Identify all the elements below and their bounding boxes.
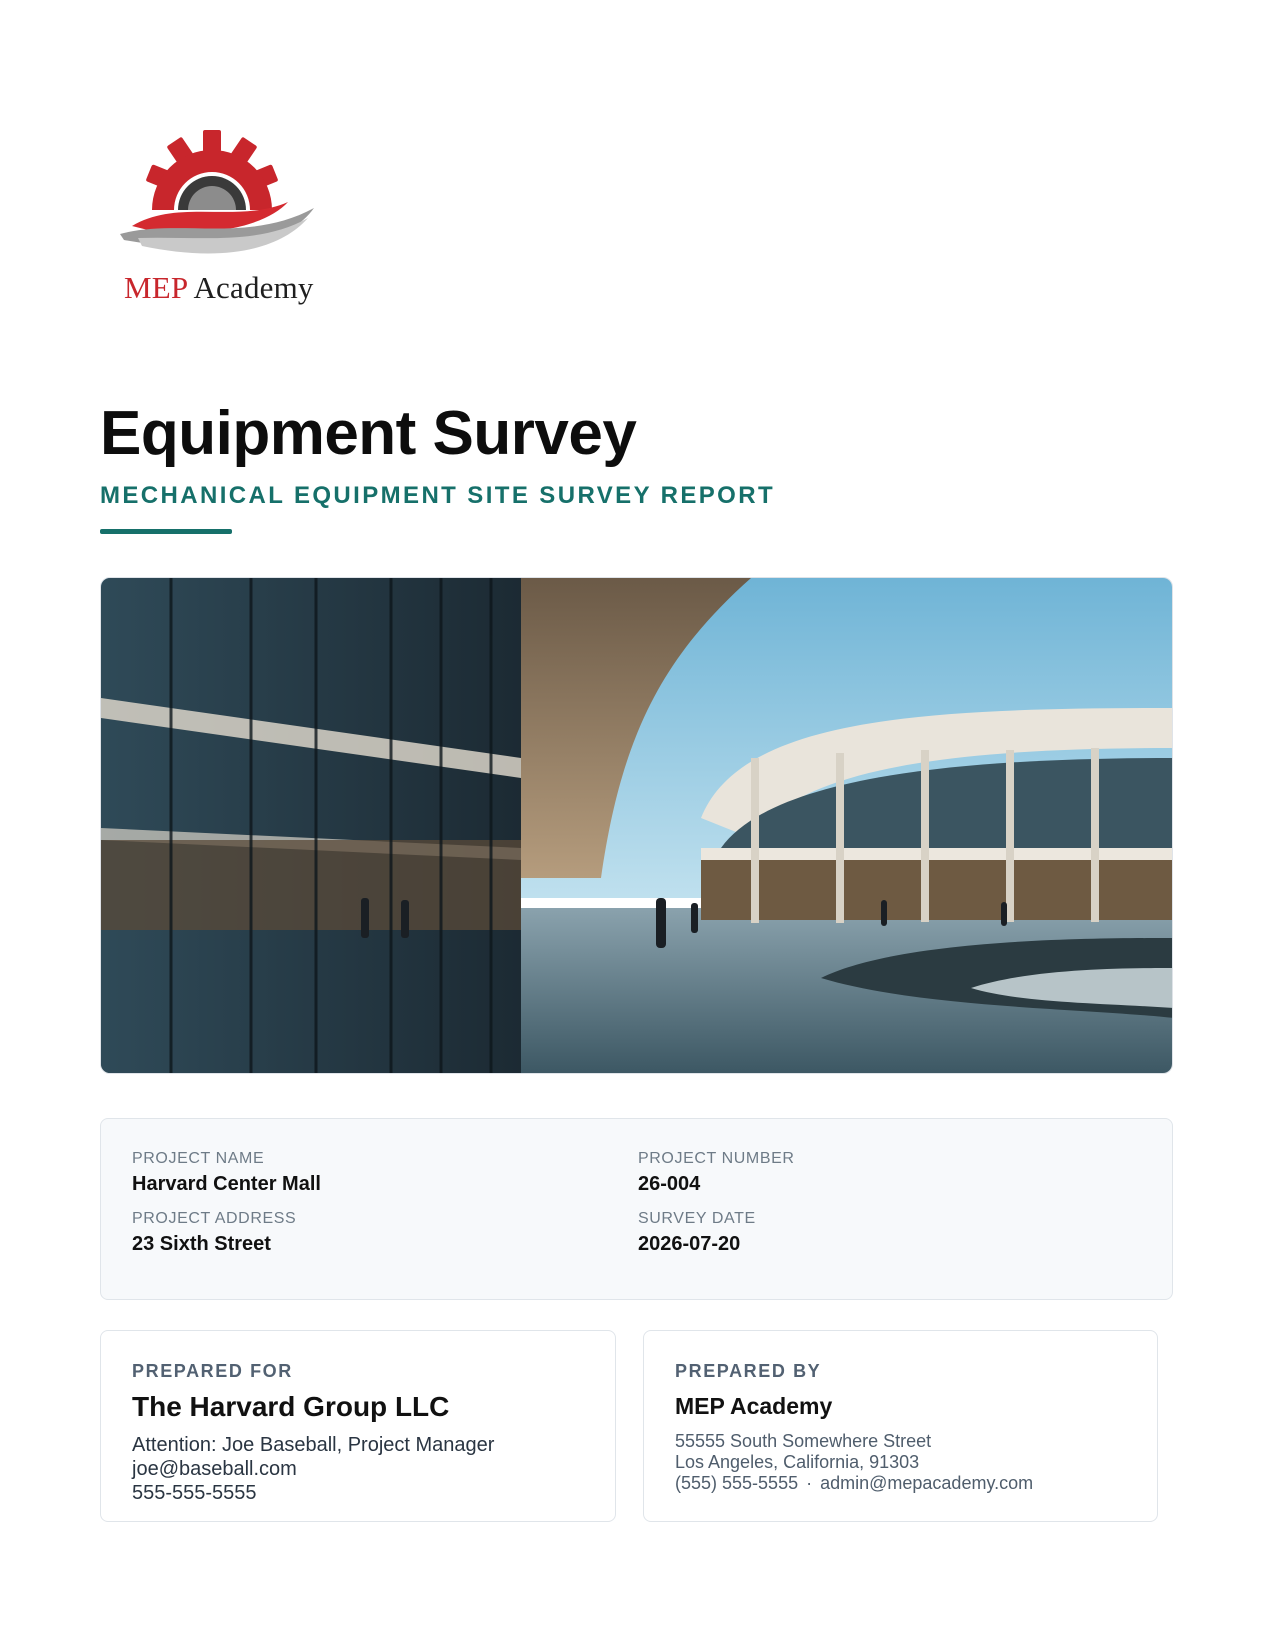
page-title: Equipment Survey xyxy=(100,399,637,468)
preparer-email: admin@mepacademy.com xyxy=(820,1473,1034,1493)
project-address-value: 23 Sixth Street xyxy=(132,1233,271,1255)
prepared-by-heading: PREPARED BY xyxy=(675,1361,822,1381)
project-address-label: PROJECT ADDRESS xyxy=(132,1210,297,1227)
company-logo xyxy=(118,128,338,308)
project-number-value: 26-004 xyxy=(638,1173,701,1195)
prepared-for-card xyxy=(100,1330,616,1522)
preparer-street: 55555 South Somewhere Street xyxy=(675,1431,932,1451)
client-phone: 555-555-5555 xyxy=(132,1482,257,1504)
client-company-name: The Harvard Group LLC xyxy=(132,1391,450,1422)
page-subtitle: MECHANICAL EQUIPMENT SITE SURVEY REPORT xyxy=(100,482,776,509)
prepared-by-card xyxy=(643,1330,1158,1522)
contact-separator: · xyxy=(806,1473,813,1493)
project-number-field xyxy=(638,1149,795,1197)
project-name-value: Harvard Center Mall xyxy=(132,1173,321,1195)
gear-sunrise-logo-icon xyxy=(118,128,338,268)
project-address-field xyxy=(132,1209,296,1257)
preparer-phone: (555) 555-5555 xyxy=(675,1473,799,1493)
title-accent-divider xyxy=(100,529,232,534)
mall-building-photo xyxy=(101,578,1173,1074)
preparer-city: Los Angeles, California, 91303 xyxy=(675,1452,920,1472)
project-number-label: PROJECT NUMBER xyxy=(638,1150,795,1167)
logo-wordmark-academy: Academy xyxy=(193,270,314,305)
logo-wordmark xyxy=(124,270,314,306)
preparer-contact-details xyxy=(675,1431,1033,1494)
preparer-company-name: MEP Academy xyxy=(675,1393,833,1419)
survey-date-value: 2026-07-20 xyxy=(638,1233,741,1255)
logo-wordmark-mep: MEP xyxy=(124,270,188,305)
hero-image xyxy=(100,577,1173,1074)
client-contact-details xyxy=(132,1433,494,1505)
preparer-phone-email-line xyxy=(675,1473,1033,1494)
prepared-for-heading: PREPARED FOR xyxy=(132,1361,293,1381)
project-name-field xyxy=(132,1149,321,1197)
survey-date-field xyxy=(638,1209,756,1257)
project-info-card xyxy=(100,1118,1173,1300)
survey-date-label: SURVEY DATE xyxy=(638,1210,756,1227)
client-email: joe@baseball.com xyxy=(132,1458,297,1480)
project-name-label: PROJECT NAME xyxy=(132,1150,265,1167)
client-attention: Attention: Joe Baseball, Project Manager xyxy=(132,1434,495,1456)
